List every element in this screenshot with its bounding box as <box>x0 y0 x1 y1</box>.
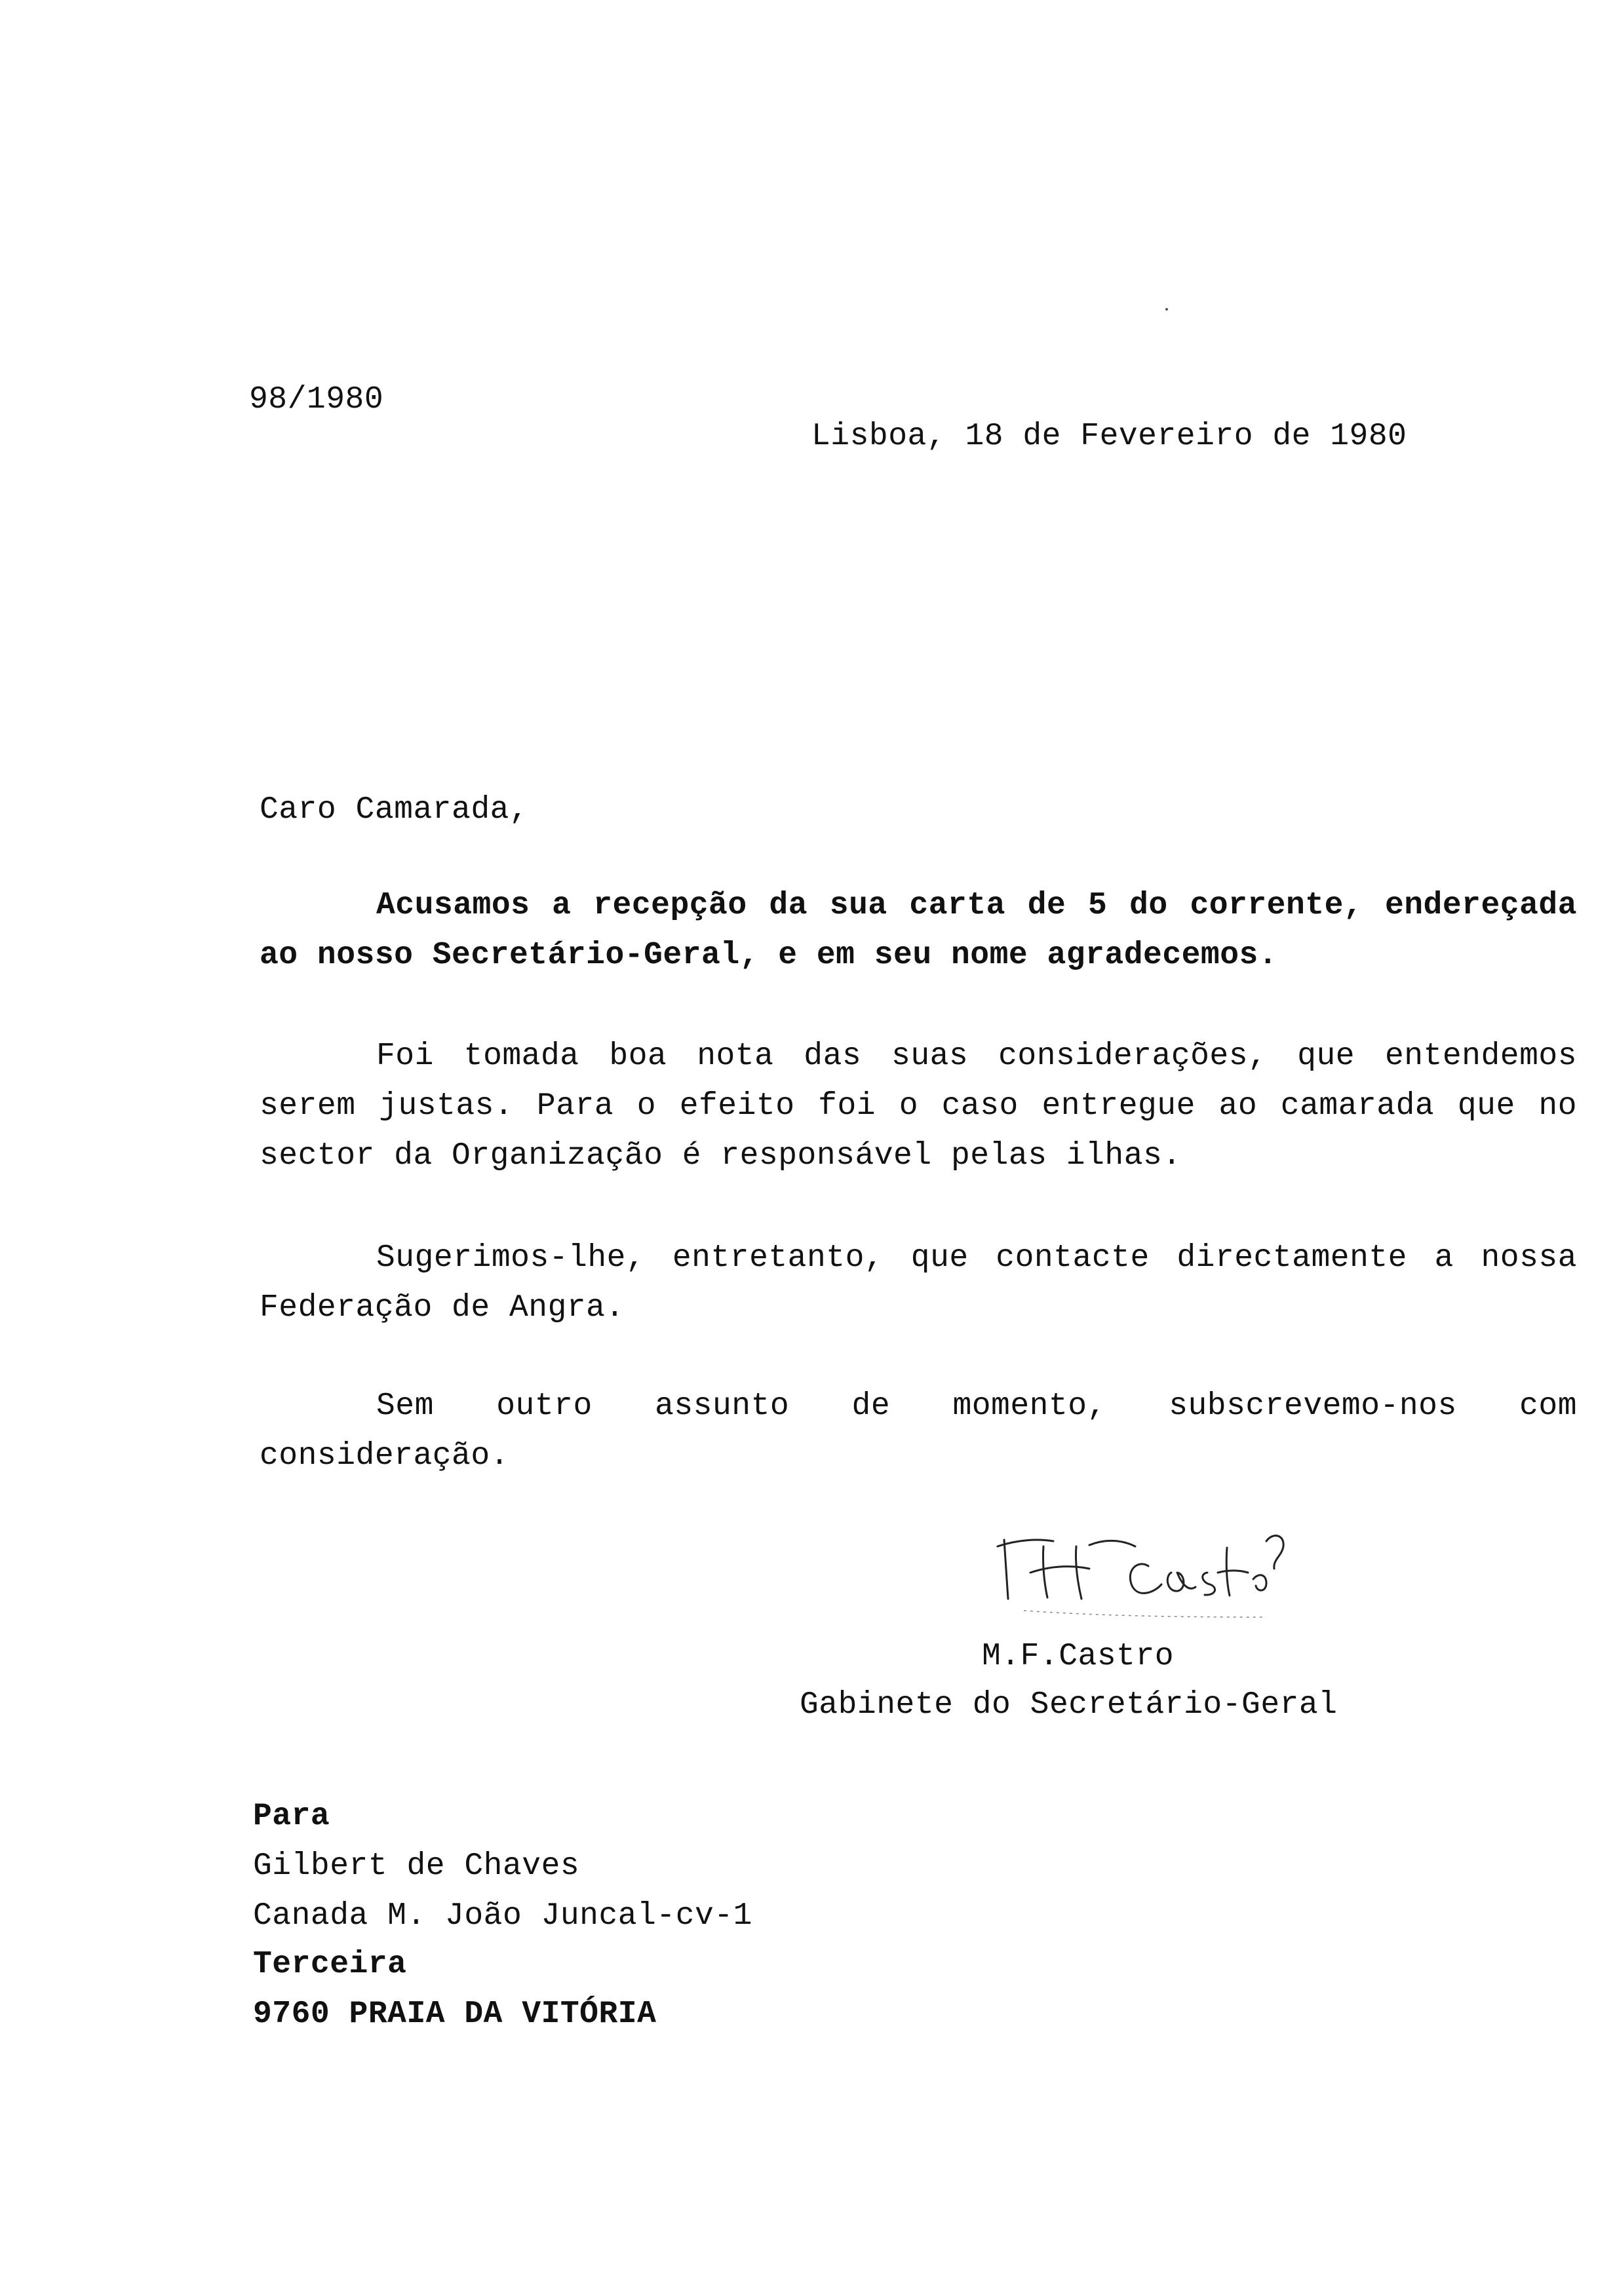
signature-stroke-3 <box>1043 1546 1047 1598</box>
body-paragraph-1: Acusamos a recepção da sua carta de 5 do corrente, endereçada ao nosso Secretário-Geral, e em seu nome agradecemos. <box>260 888 1577 973</box>
signature-underline <box>1024 1611 1266 1617</box>
signature-stroke-13 <box>1266 1536 1283 1569</box>
signature-stroke-4 <box>1030 1567 1089 1573</box>
signatory-name: M.F.Castro <box>982 1639 1175 1674</box>
body-paragraph-3: Sugerimos-lhe, entretanto, que contacte directamente a nossa Federação de Angra. <box>260 1240 1577 1326</box>
place-date: Lisboa, 18 de Fevereiro de 1980 <box>811 419 1407 454</box>
recipient-name: Gilbert de Chaves <box>253 1848 580 1884</box>
body-paragraph-4: Sem outro assunto de momento, subscrevemo-nos com consideração. <box>260 1388 1577 1474</box>
recipient-label: Para <box>253 1799 330 1834</box>
signature-stroke-5 <box>1076 1546 1081 1599</box>
paper-speck <box>1165 308 1168 311</box>
signatory-department: Gabinete do Secretário-Geral <box>800 1687 1338 1723</box>
signature-stroke-8 <box>1167 1573 1196 1591</box>
signature-stroke-2 <box>998 1540 1053 1546</box>
signature-stroke-12 <box>1253 1575 1266 1590</box>
handwritten-signature <box>991 1501 1293 1632</box>
body-paragraph-2: Foi tomada boa nota das suas considerações, que entendemos serem justas. Para o efeito foi o caso entregue ao camarada que no sector da Organização é responsável pelas ilhas. <box>260 1039 1577 1174</box>
recipient-postal-city: 9760 PRAIA DA VITÓRIA <box>253 1997 657 2032</box>
recipient-street: Canada M. João Juncal-cv-1 <box>253 1898 752 1934</box>
signature-stroke-9 <box>1203 1573 1215 1595</box>
signature-stroke-1 <box>1004 1540 1008 1599</box>
reference-number: 98/1980 <box>249 382 384 417</box>
signature-stroke-6 <box>1089 1540 1135 1546</box>
recipient-island: Terceira <box>253 1947 407 1982</box>
salutation: Caro Camarada, <box>260 792 529 828</box>
signature-stroke-7 <box>1130 1564 1161 1594</box>
signature-stroke-11 <box>1218 1571 1248 1573</box>
